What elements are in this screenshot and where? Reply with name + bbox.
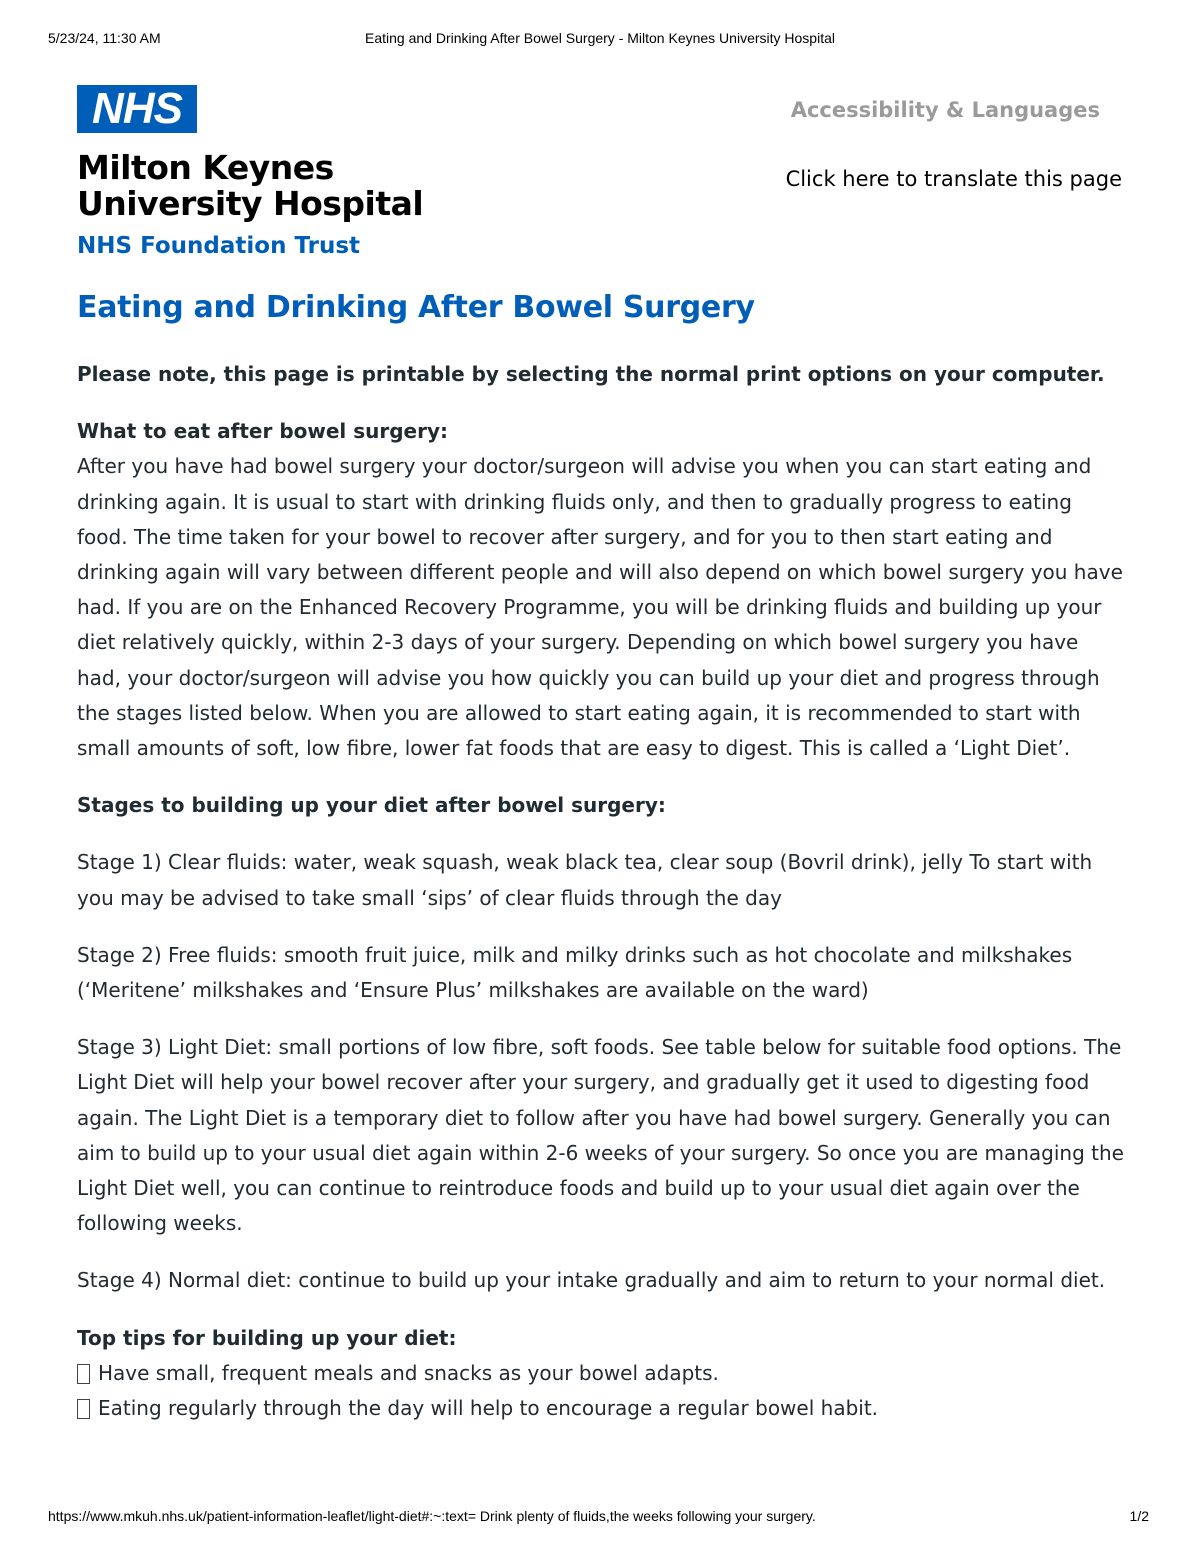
organisation-name xyxy=(77,150,423,222)
organisation-name-line2: University Hospital xyxy=(77,184,424,223)
organisation-name-line1: Milton Keynes xyxy=(77,148,334,187)
print-footer xyxy=(0,1508,1200,1526)
print-date: 5/23/24, 11:30 AM xyxy=(48,30,161,46)
nhs-logo-text: NHS xyxy=(92,84,182,133)
missing-glyph-bullet-icon xyxy=(77,1364,90,1384)
article-content xyxy=(77,357,1127,1426)
accessibility-languages-link[interactable]: Accessibility & Languages xyxy=(790,98,1100,122)
tips-heading: Top tips for building up your diet: xyxy=(77,1325,457,1350)
print-header xyxy=(0,30,1200,48)
tip-text: Eating regularly through the day will help to encourage a regular bowel habit. xyxy=(98,1396,879,1421)
stage-2: Stage 2) Free fluids: smooth fruit juice, milk and milky drinks such as hot chocolate and milkshakes (‘Meritene’ milkshakes and ‘Ensure Plus’ milkshakes are available on the ward) xyxy=(77,942,1073,1003)
missing-glyph-bullet-icon xyxy=(77,1399,90,1419)
stages-heading: Stages to building up your diet after bowel surgery: xyxy=(77,793,666,818)
stage-1: Stage 1) Clear fluids: water, weak squash, weak black tea, clear soup (Bovril drink), jelly To start with you may be advised to take small ‘sips’ of clear fluids through the day xyxy=(77,850,1093,910)
page-number: 1/2 xyxy=(1129,1508,1149,1524)
print-note: Please note, this page is printable by selecting the normal print options on your computer. xyxy=(77,362,1105,386)
what-to-eat-heading: What to eat after bowel surgery: xyxy=(77,419,449,444)
nhs-logo[interactable] xyxy=(77,85,197,133)
organisation-trust: NHS Foundation Trust xyxy=(77,233,361,259)
tip-text: Have small, frequent meals and snacks as your bowel adapts. xyxy=(98,1360,719,1385)
page-title: Eating and Drinking After Bowel Surgery xyxy=(77,290,755,325)
stage-3: Stage 3) Light Diet: small portions of low fibre, soft foods. See table below for suitable food options. The Light Diet will help your bowel recover after your surgery, and gradually get it used to digesting food again. The Light Diet is a temporary diet to follow after you have had bowel surgery. Generally you can aim to build up to your usual diet again within 2-6 weeks of your surgery. So once you are managing the Light Diet well, you can continue to reintroduce foods and build up to your usual diet again over the following weeks. xyxy=(77,1035,1124,1236)
tip-item xyxy=(77,1391,1127,1426)
print-document-title: Eating and Drinking After Bowel Surgery - Milton Keynes University Hospital xyxy=(365,30,835,46)
print-url[interactable]: https://www.mkuh.nhs.uk/patient-information-leaflet/light-diet#:~:text= Drink plenty of fluids,the weeks following your surgery. xyxy=(48,1508,816,1524)
stage-4: Stage 4) Normal diet: continue to build up your intake gradually and aim to return to your normal diet. xyxy=(77,1268,1106,1293)
translate-page-link[interactable]: Click here to translate this page xyxy=(785,167,1122,191)
tip-item xyxy=(77,1356,1127,1391)
what-to-eat-body: After you have had bowel surgery your doctor/surgeon will advise you when you can start eating and drinking again. It is usual to start with drinking fluids only, and then to gradually progress to eating food. The time taken for your bowel to recover after surgery, and for you to then start eating and drinking again will vary between different people and will also depend on which bowel surgery you have had. If you are on the Enhanced Recovery Programme, you will be drinking fluids and building up your diet relatively quickly, within 2-3 days of your surgery. Depending on which bowel surgery you have had, your doctor/surgeon will advise you how quickly you can build up your diet and progress through the stages listed below. When you are allowed to start eating again, it is recommended to start with small amounts of soft, low fibre, lower fat foods that are easy to digest. This is called a ‘Light Diet’. xyxy=(77,454,1123,761)
